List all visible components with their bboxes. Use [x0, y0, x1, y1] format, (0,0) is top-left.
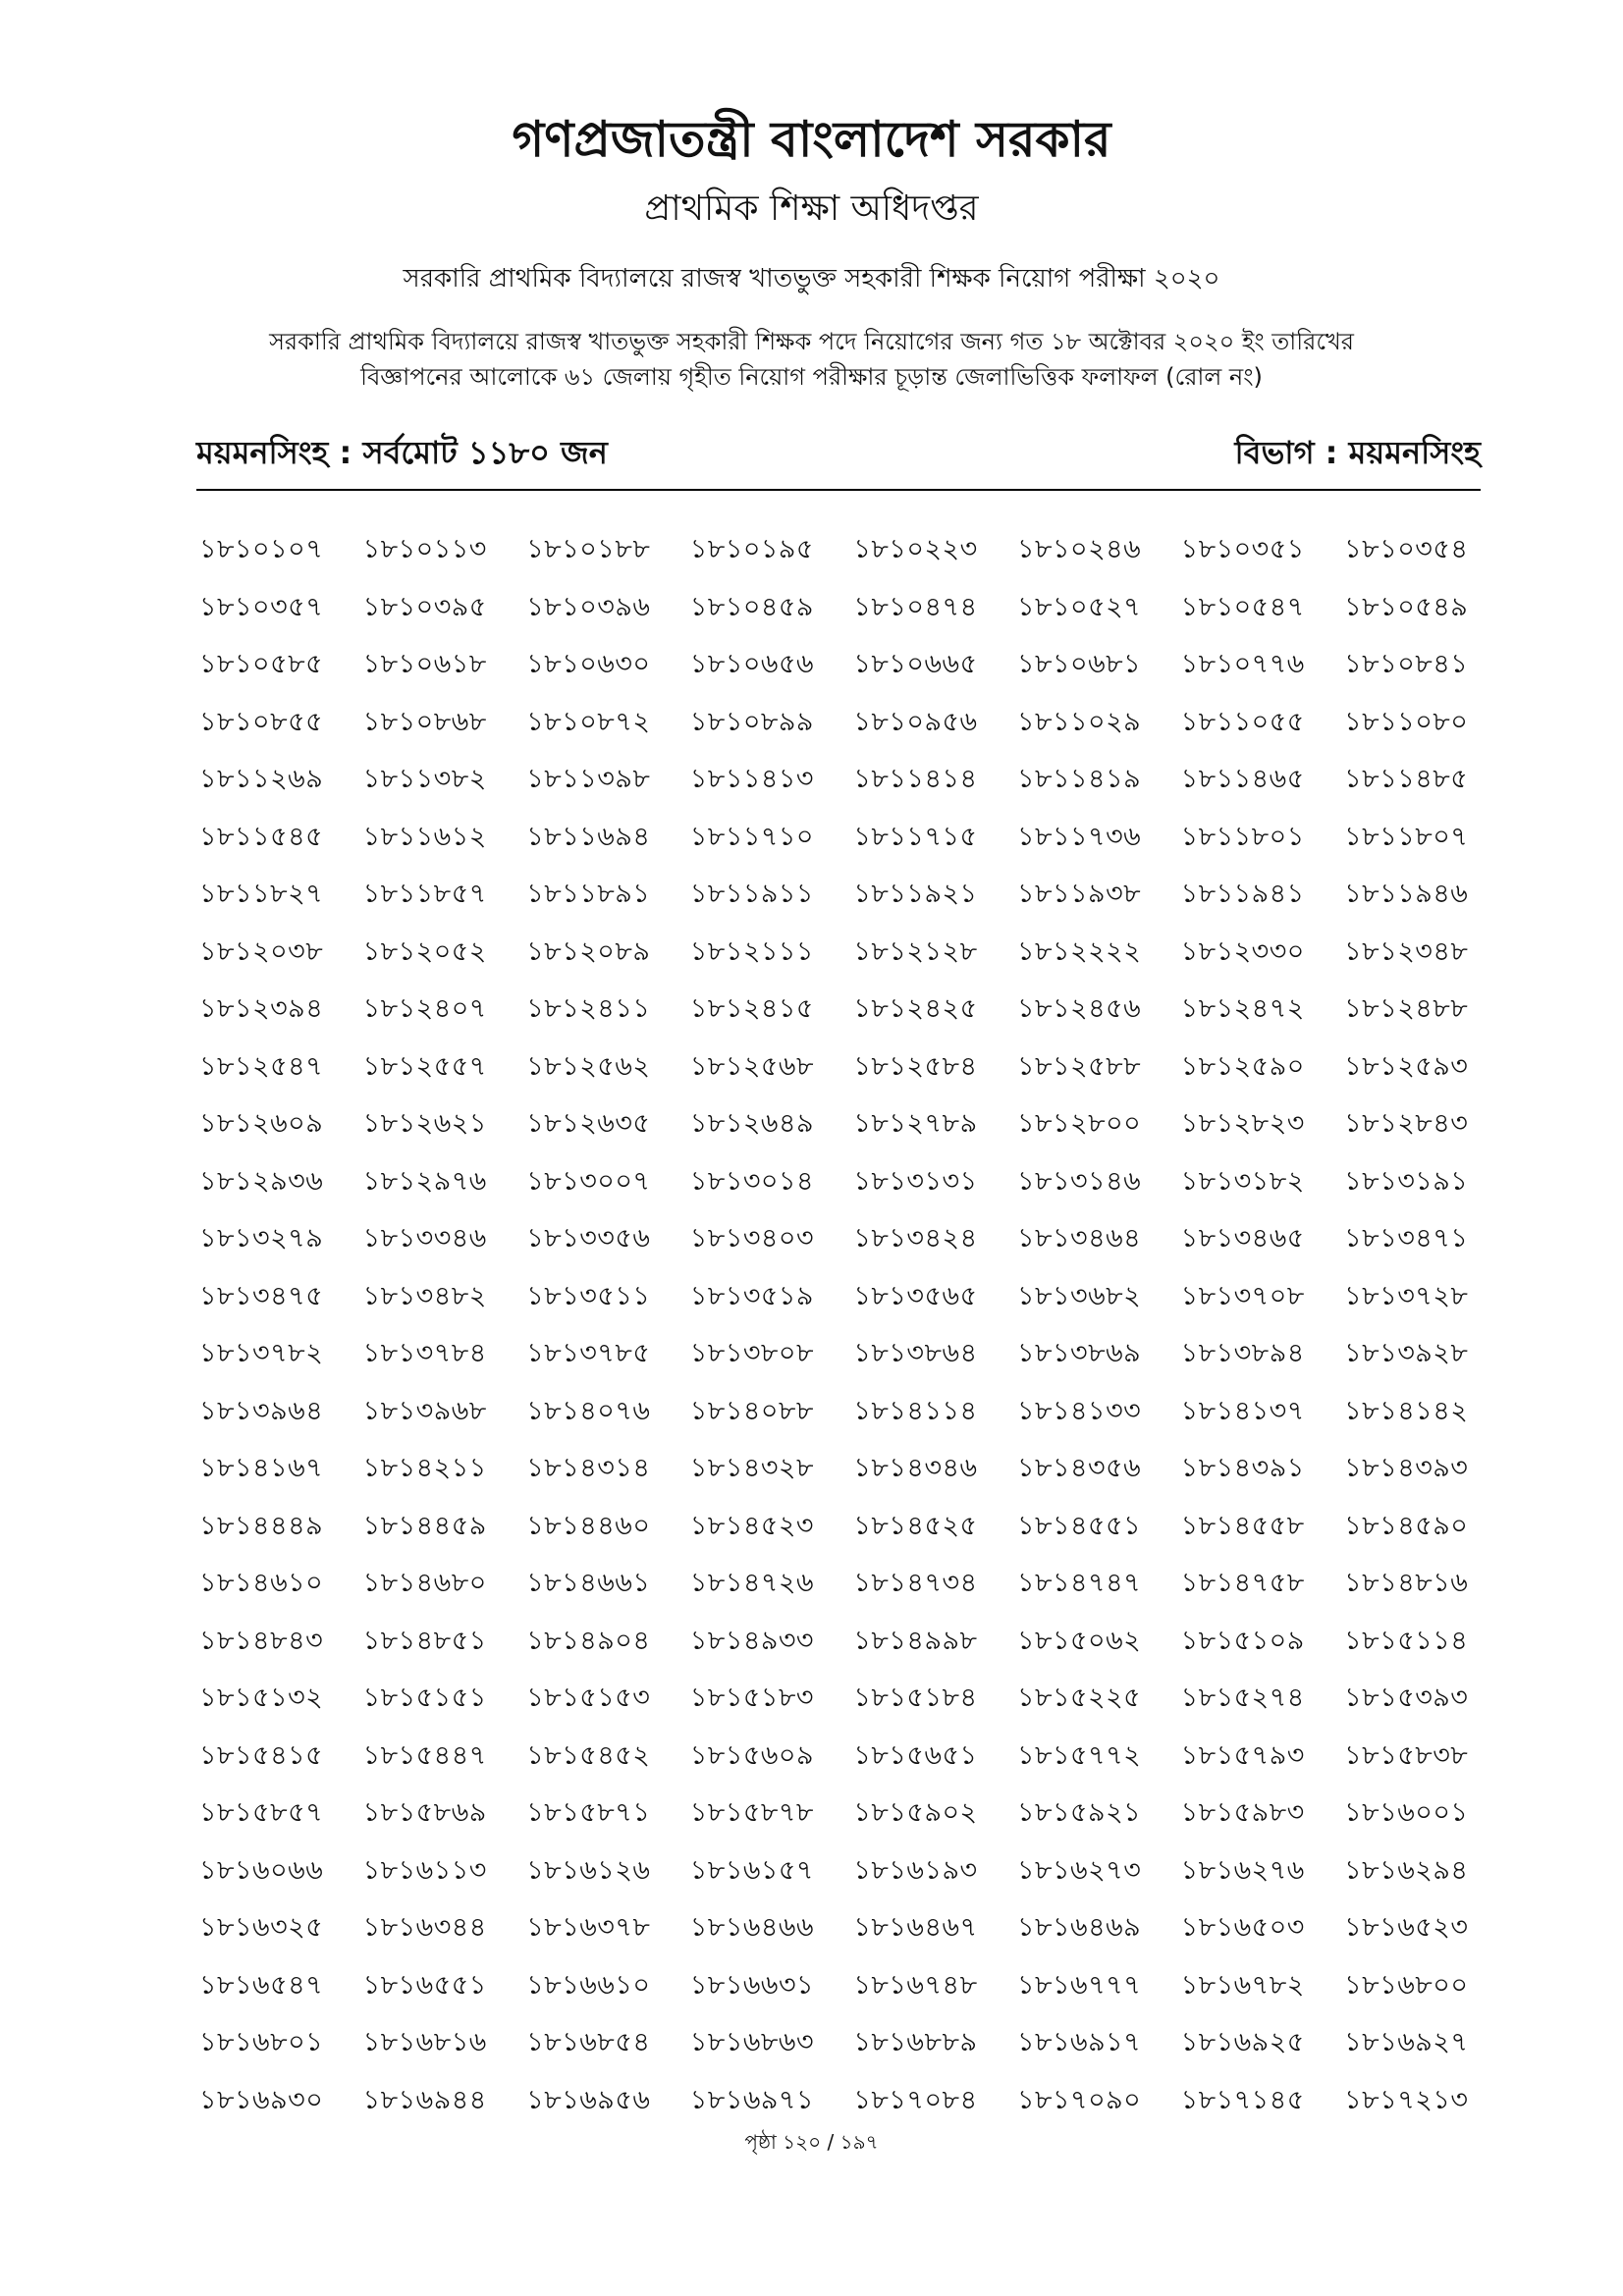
roll-number: ১৮১০৩৫৭ [199, 591, 324, 622]
roll-number: ১৮১২৫৯৩ [1344, 1050, 1469, 1082]
roll-number: ১৮১৩১৪৬ [1016, 1165, 1142, 1197]
roll-number: ১৮১০৮৭২ [526, 706, 651, 737]
roll-number-grid [199, 525, 1495, 2133]
roll-number: ১৮১২৬৪৯ [689, 1108, 814, 1139]
roll-number: ১৮১৫৪৫২ [526, 1739, 651, 1771]
roll-number: ১৮১১৪১৯ [1016, 764, 1142, 794]
roll-number: ১৮১৩৪৬৫ [1180, 1223, 1305, 1254]
roll-number: ১৮১১৯৩৮ [1016, 879, 1142, 909]
roll-number: ১৮১২৪১৫ [689, 993, 814, 1024]
roll-number: ১৮১২৫৮৪ [853, 1050, 978, 1082]
description-line-2: বিজ্ঞাপনের আলোকে ৬১ জেলায় গৃহীত নিয়োগ পরীক্ষার চূড়ান্ত জেলাভিত্তিক ফলাফল (রোল নং) [360, 363, 1263, 391]
roll-number: ১৮১৩১৩১ [853, 1165, 978, 1197]
roll-number: ১৮১৭০৯০ [1016, 2084, 1142, 2115]
roll-number: ১৮১২৮২৩ [1180, 1108, 1305, 1139]
roll-number: ১৮১৪৬১০ [199, 1568, 324, 1598]
roll-number: ১৮১৬৭৮২ [1180, 1969, 1305, 2001]
roll-number: ১৮১২৭৮৯ [853, 1108, 978, 1139]
roll-number: ১৮১০৪৫৯ [689, 591, 814, 622]
roll-number: ১৮১১৬১২ [362, 821, 487, 852]
roll-number: ১৮১৩২৭৯ [199, 1223, 324, 1254]
roll-number: ১৮১৪১১৪ [853, 1395, 978, 1426]
roll-number: ১৮১৫২২৫ [1016, 1682, 1142, 1713]
roll-number: ১৮১২৫৬৮ [689, 1050, 814, 1082]
roll-number: ১৮১১৮৯১ [526, 879, 651, 909]
roll-number: ১৮১২৩৪৮ [1344, 935, 1469, 967]
roll-number: ১৮১১০৮০ [1344, 706, 1469, 737]
roll-number: ১৮১৬৮৫৪ [526, 2027, 651, 2057]
roll-number: ১৮১৩৪৬৪ [1016, 1223, 1142, 1254]
roll-number: ১৮১২৪৫৬ [1016, 993, 1142, 1024]
roll-number: ১৮১৬৪৬৯ [1016, 1912, 1142, 1943]
roll-number: ১৮১৩১৮২ [1180, 1165, 1305, 1197]
roll-number: ১৮১১৪১৪ [853, 764, 978, 794]
roll-number: ১৮১৫৪৪৭ [362, 1739, 487, 1771]
roll-number: ১৮১১৯২১ [853, 879, 978, 909]
roll-number: ১৮১৬৮০০ [1344, 1969, 1469, 2001]
department-title: প্রাথমিক শিক্ষা অধিদপ্তর [644, 188, 979, 229]
roll-number: ১৮১৪৪৪৯ [199, 1510, 324, 1541]
division-label: বিভাগ : ময়মনসিংহ [1234, 434, 1481, 471]
roll-number: ১৮১০৫২৭ [1016, 591, 1142, 622]
roll-number: ১৮১০৯৫৬ [853, 706, 978, 737]
roll-number: ১৮১১৭১০ [689, 821, 814, 852]
roll-number: ১৮১৪৩৯১ [1180, 1453, 1305, 1483]
roll-number: ১৮১৩৭৮৫ [526, 1338, 651, 1368]
roll-number: ১৮১৬১২৬ [526, 1854, 651, 1886]
district-total-label: ময়মনসিংহ : সর্বমোট ১১৮০ জন [196, 434, 608, 471]
roll-number: ১৮১৩৩৪৬ [362, 1223, 487, 1254]
roll-number: ১৮১৩৯৬৮ [362, 1395, 487, 1426]
roll-number: ১৮১২১২৮ [853, 935, 978, 967]
roll-number: ১৮১২৩৯৪ [199, 993, 324, 1024]
roll-number: ১৮১২৮০০ [1016, 1108, 1142, 1139]
roll-number: ১৮১২০৫২ [362, 935, 487, 967]
roll-number: ১৮১৬৭৪৮ [853, 1969, 978, 2001]
roll-number: ১৮১১৫৪৫ [199, 821, 324, 852]
roll-number: ১৮১৪৭৫৮ [1180, 1568, 1305, 1598]
roll-number: ১৮১৪৫৫১ [1016, 1510, 1142, 1541]
roll-number: ১৮১০১১৩ [362, 534, 487, 564]
roll-number: ১৮১৫৪১৫ [199, 1739, 324, 1771]
roll-number: ১৮১০৮৯৯ [689, 706, 814, 737]
roll-number: ১৮১৬৯২৫ [1180, 2027, 1305, 2057]
roll-number: ১৮১৩৪০৩ [689, 1223, 815, 1254]
roll-number: ১৮১০৬১৮ [362, 649, 487, 679]
roll-number: ১৮১১৬৯৪ [526, 821, 651, 852]
roll-number: ১৮১৩৭৮২ [199, 1338, 324, 1368]
roll-number: ১৮১৫৯২১ [1016, 1797, 1142, 1828]
roll-number: ১৮১০৮৬৮ [362, 706, 487, 737]
roll-number: ১৮১৫৯৮৩ [1180, 1797, 1305, 1828]
roll-number: ১৮১৬৯৩০ [199, 2084, 324, 2115]
roll-number: ১৮১১৯৪৬ [1344, 879, 1469, 909]
roll-number: ১৮১২৫৪৭ [199, 1050, 324, 1082]
roll-number: ১৮১০১০৭ [199, 534, 324, 564]
roll-number: ১৮১৫৭৭২ [1016, 1739, 1142, 1771]
roll-number: ১৮১১৩৯৮ [526, 764, 651, 794]
roll-number: ১৮১৪৮১৬ [1344, 1568, 1469, 1598]
roll-number: ১৮১৪৪৫৯ [362, 1510, 487, 1541]
roll-number: ১৮১১৮০১ [1180, 821, 1305, 852]
roll-number: ১৮১২৬০৯ [199, 1108, 324, 1139]
roll-number: ১৮১৬৫২৩ [1344, 1912, 1469, 1943]
roll-number: ১৮১৩০০৭ [526, 1165, 651, 1197]
roll-number: ১৮১২৯৭৬ [362, 1165, 487, 1197]
roll-number: ১৮১৪৪৬০ [526, 1510, 651, 1541]
roll-number: ১৮১৬০৬৬ [199, 1854, 324, 1886]
roll-number: ১৮১২৬৩৫ [526, 1108, 651, 1139]
roll-number: ১৮১২৪১১ [526, 993, 651, 1024]
roll-number: ১৮১৬৮০১ [199, 2027, 324, 2057]
roll-number: ১৮১৬৫৫১ [362, 1969, 487, 2001]
roll-number: ১৮১১৮২৭ [199, 879, 324, 909]
roll-number: ১৮১৫০৬২ [1016, 1625, 1142, 1656]
roll-number: ১৮১৩৪৭১ [1344, 1223, 1469, 1254]
header-divider [196, 489, 1481, 491]
roll-number: ১৮১৪৫৫৮ [1180, 1510, 1305, 1541]
roll-number: ১৮১৫৭৯৩ [1180, 1739, 1305, 1771]
roll-number: ১৮১৬২৭৩ [1016, 1854, 1142, 1886]
roll-number: ১৮১৫৩৯৩ [1344, 1682, 1469, 1713]
exam-title: সরকারি প্রাথমিক বিদ্যালয়ে রাজস্ব খাতভুক্ত সহকারী শিক্ষক নিয়োগ পরীক্ষা ২০২০ [403, 264, 1220, 294]
roll-number: ১৮১৬৯১৭ [1016, 2027, 1142, 2057]
roll-number: ১৮১৬৬১০ [526, 1969, 651, 2001]
roll-number: ১৮১২৫৮৮ [1016, 1050, 1142, 1082]
roll-number: ১৮১২৫৫৭ [362, 1050, 487, 1082]
roll-number: ১৮১৫১৩২ [199, 1682, 324, 1713]
roll-number: ১৮১৬৯৭১ [689, 2084, 814, 2115]
roll-number: ১৮১১৩৮২ [362, 764, 487, 794]
roll-number: ১৮১২৩৩০ [1180, 935, 1305, 967]
roll-number: ১৮১৩৫১৯ [689, 1280, 814, 1311]
roll-number: ১৮১১৮০৭ [1344, 821, 1469, 852]
roll-number: ১৮১০৬৫৬ [689, 649, 815, 679]
roll-number: ১৮১০২৪৬ [1016, 534, 1142, 564]
roll-number: ১৮১৪১৩৩ [1016, 1395, 1142, 1426]
roll-number: ১৮১৩৪৭৫ [199, 1280, 324, 1311]
roll-number: ১৮১৪৫৯০ [1344, 1510, 1469, 1541]
roll-number: ১৮১৬৬৩১ [689, 1969, 815, 2001]
roll-number: ১৮১৫২৭৪ [1180, 1682, 1305, 1713]
roll-number: ১৮১৪৬৬১ [526, 1568, 651, 1598]
roll-number: ১৮১৫৬৫১ [853, 1739, 978, 1771]
roll-number: ১৮১০১৯৫ [689, 534, 814, 564]
roll-number: ১৮১৪৩৪৬ [853, 1453, 978, 1483]
roll-number: ১৮১৪৯৯৮ [853, 1625, 978, 1656]
roll-number: ১৮১০৬৩০ [526, 649, 651, 679]
roll-number: ১৮১৬৭৭৭ [1016, 1969, 1142, 2001]
roll-number: ১৮১৬৪৬৭ [853, 1912, 978, 1943]
roll-number: ১৮১৫৬০৯ [689, 1739, 814, 1771]
roll-number: ১৮১২৪২৫ [853, 993, 978, 1024]
roll-number: ১৮১৬৫৪৭ [199, 1969, 324, 2001]
roll-number: ১৮১০৫৪৯ [1344, 591, 1469, 622]
roll-number: ১৮১৩৫১১ [526, 1280, 651, 1311]
roll-number: ১৮১৫৮৫৭ [199, 1797, 324, 1828]
roll-number: ১৮১৭১৪৫ [1180, 2084, 1305, 2115]
roll-number: ১৮১৪০৭৬ [526, 1395, 651, 1426]
roll-number: ১৮১১২৬৯ [199, 764, 324, 794]
roll-number: ১৮১৫৮৬৯ [362, 1797, 487, 1828]
roll-number: ১৮১২৪৭২ [1180, 993, 1305, 1024]
roll-number: ১৮১৪৫২৩ [689, 1510, 814, 1541]
roll-number: ১৮১৫১৮৩ [689, 1682, 814, 1713]
roll-number: ১৮১২৯৩৬ [199, 1165, 324, 1197]
roll-number: ১৮১১৯৪১ [1180, 879, 1305, 909]
roll-number: ১৮১৬৩২৫ [199, 1912, 324, 1943]
roll-number: ১৮১১৯১১ [689, 879, 814, 909]
roll-number: ১৮১৬৯৪৪ [362, 2084, 487, 2115]
roll-number: ১৮১০২২৩ [853, 534, 978, 564]
roll-number: ১৮১০৬৮১ [1016, 649, 1142, 679]
roll-number: ১৮১৩৮৯৪ [1180, 1338, 1305, 1368]
roll-number: ১৮১৩৪২৪ [853, 1223, 978, 1254]
roll-number: ১৮১৪০৮৮ [689, 1395, 814, 1426]
roll-number: ১৮১২৫৬২ [526, 1050, 651, 1082]
roll-number: ১৮১০৫৮৫ [199, 649, 324, 679]
roll-number: ১৮১৩০১৪ [689, 1165, 814, 1197]
roll-number: ১৮১১৮৫৭ [362, 879, 487, 909]
roll-number: ১৮১৫৯০২ [853, 1797, 978, 1828]
roll-number: ১৮১৫১৮৪ [853, 1682, 978, 1713]
roll-number: ১৮১৩৪৮২ [362, 1280, 487, 1311]
roll-number: ১৮১৪৯০৪ [526, 1625, 651, 1656]
roll-number: ১৮১০৫৪৭ [1180, 591, 1305, 622]
roll-number: ১৮১১০৫৫ [1180, 706, 1305, 737]
roll-number: ১৮১৪৮৪৩ [199, 1625, 324, 1656]
roll-number: ১৮১৬৮৮৯ [853, 2027, 978, 2057]
roll-number: ১৮১৬২৯৪ [1344, 1854, 1469, 1886]
roll-number: ১৮১২৪০৭ [362, 993, 487, 1024]
roll-number: ১৮১৬১১৩ [362, 1854, 487, 1886]
roll-number: ১৮১১৪৬৫ [1180, 764, 1305, 794]
roll-number: ১৮১৭০৮৪ [853, 2084, 978, 2115]
description-line-1: সরকারি প্রাথমিক বিদ্যালয়ে রাজস্ব খাতভুক্ত সহকারী শিক্ষক পদে নিয়োগের জন্য গত ১৮ অক্টোবর ২০২০ ইং তারিখের [269, 328, 1354, 355]
roll-number: ১৮১০৩৯৫ [362, 591, 487, 622]
roll-number: ১৮১১৪১৩ [689, 764, 814, 794]
roll-number: ১৮১০৭৭৬ [1180, 649, 1305, 679]
roll-number: ১৮১০৮৫৫ [199, 706, 324, 737]
roll-number: ১৮১৫১০৯ [1180, 1625, 1305, 1656]
roll-number: ১৮১৫১৫১ [362, 1682, 487, 1713]
roll-number: ১৮১৬৮১৬ [362, 2027, 487, 2057]
roll-number: ১৮১১৭৩৬ [1016, 821, 1142, 852]
roll-number: ১৮১২০৩৮ [199, 935, 324, 967]
roll-number: ১৮১৪৩১৪ [526, 1453, 651, 1483]
roll-number: ১৮১০১৮৮ [526, 534, 651, 564]
roll-number: ১৮১৪৬৮০ [362, 1568, 487, 1598]
roll-number: ১৮১০৬৬৫ [853, 649, 978, 679]
roll-number: ১৮১৪৩২৮ [689, 1453, 814, 1483]
roll-number: ১৮১২৪৮৮ [1344, 993, 1469, 1024]
roll-number: ১৮১৩৬৮২ [1016, 1280, 1142, 1311]
roll-number: ১৮১৫৮৩৮ [1344, 1739, 1469, 1771]
roll-number: ১৮১২২২২ [1016, 935, 1142, 967]
roll-number: ১৮১৬৩৭৮ [526, 1912, 651, 1943]
roll-number: ১৮১৬১৯৩ [853, 1854, 978, 1886]
roll-number: ১৮১৪৩৫৬ [1016, 1453, 1142, 1483]
roll-number: ১৮১৪৩৯৩ [1344, 1453, 1469, 1483]
roll-number: ১৮১৩৭২৮ [1344, 1280, 1469, 1311]
page-number: পৃষ্ঠা ১২০ / ১৯৭ [744, 2130, 879, 2154]
roll-number: ১৮১০৩৯৬ [526, 591, 651, 622]
roll-number: ১৮১০৩৫৪ [1344, 534, 1469, 564]
roll-number: ১৮১৬৫০৩ [1180, 1912, 1305, 1943]
roll-number: ১৮১৭২১৩ [1344, 2084, 1469, 2115]
roll-number: ১৮১৩৯২৮ [1344, 1338, 1469, 1368]
roll-number: ১৮১২০৮৯ [526, 935, 651, 967]
roll-number: ১৮১৩৮০৮ [689, 1338, 814, 1368]
roll-number: ১৮১৪১৬৭ [199, 1453, 324, 1483]
roll-number: ১৮১৩৫৬৫ [853, 1280, 978, 1311]
roll-number: ১৮১৪৫২৫ [853, 1510, 978, 1541]
roll-number: ১৮১৪৮৫১ [362, 1625, 487, 1656]
roll-number: ১৮১১৪৮৫ [1344, 764, 1469, 794]
government-title: গণপ্রজাতন্ত্রী বাংলাদেশ সরকার [512, 111, 1111, 168]
roll-number: ১৮১৪২১১ [362, 1453, 487, 1483]
roll-number: ১৮১০৪৭৪ [853, 591, 978, 622]
roll-number: ১৮১৬৯৫৬ [526, 2084, 651, 2115]
roll-number: ১৮১০৮৪১ [1344, 649, 1469, 679]
roll-number: ১৮১৬১৫৭ [689, 1854, 814, 1886]
roll-number: ১৮১৩৭০৮ [1180, 1280, 1305, 1311]
roll-number: ১৮১১০২৯ [1016, 706, 1142, 737]
roll-number: ১৮১০৩৫১ [1180, 534, 1305, 564]
roll-number: ১৮১৩৭৮৪ [362, 1338, 487, 1368]
roll-number: ১৮১৩৮৬৪ [853, 1338, 978, 1368]
roll-number: ১৮১৫১৫৩ [526, 1682, 651, 1713]
roll-number: ১৮১৪৭৩৪ [853, 1568, 978, 1598]
roll-number: ১৮১৫৮৭৮ [689, 1797, 814, 1828]
roll-number: ১৮১৬৯২৭ [1344, 2027, 1469, 2057]
roll-number: ১৮১৩১৯১ [1344, 1165, 1469, 1197]
roll-number: ১৮১৪৭২৬ [689, 1568, 815, 1598]
roll-number: ১৮১৬২৭৬ [1180, 1854, 1305, 1886]
roll-number: ১৮১২৬২১ [362, 1108, 487, 1139]
roll-number: ১৮১৬৪৬৬ [689, 1912, 815, 1943]
roll-number: ১৮১৩৯৬৪ [199, 1395, 324, 1426]
roll-number: ১৮১৫১১৪ [1344, 1625, 1469, 1656]
roll-number: ১৮১৪১৪২ [1344, 1395, 1469, 1426]
roll-number: ১৮১৫৮৭১ [526, 1797, 651, 1828]
roll-number: ১৮১৪১৩৭ [1180, 1395, 1305, 1426]
roll-number: ১৮১৪৯৩৩ [689, 1625, 814, 1656]
roll-number: ১৮১৩৩৫৬ [526, 1223, 651, 1254]
roll-number: ১৮১১৭১৫ [853, 821, 978, 852]
roll-number: ১৮১৬৩৪৪ [362, 1912, 487, 1943]
roll-number: ১৮১২৫৯০ [1180, 1050, 1305, 1082]
roll-number: ১৮১৬৮৬৩ [689, 2027, 815, 2057]
roll-number: ১৮১২১১১ [689, 935, 814, 967]
roll-number: ১৮১৪৭৪৭ [1016, 1568, 1142, 1598]
roll-number: ১৮১২৮৪৩ [1344, 1108, 1469, 1139]
roll-number: ১৮১৬০০১ [1344, 1797, 1469, 1828]
roll-number: ১৮১৩৮৬৯ [1016, 1338, 1142, 1368]
